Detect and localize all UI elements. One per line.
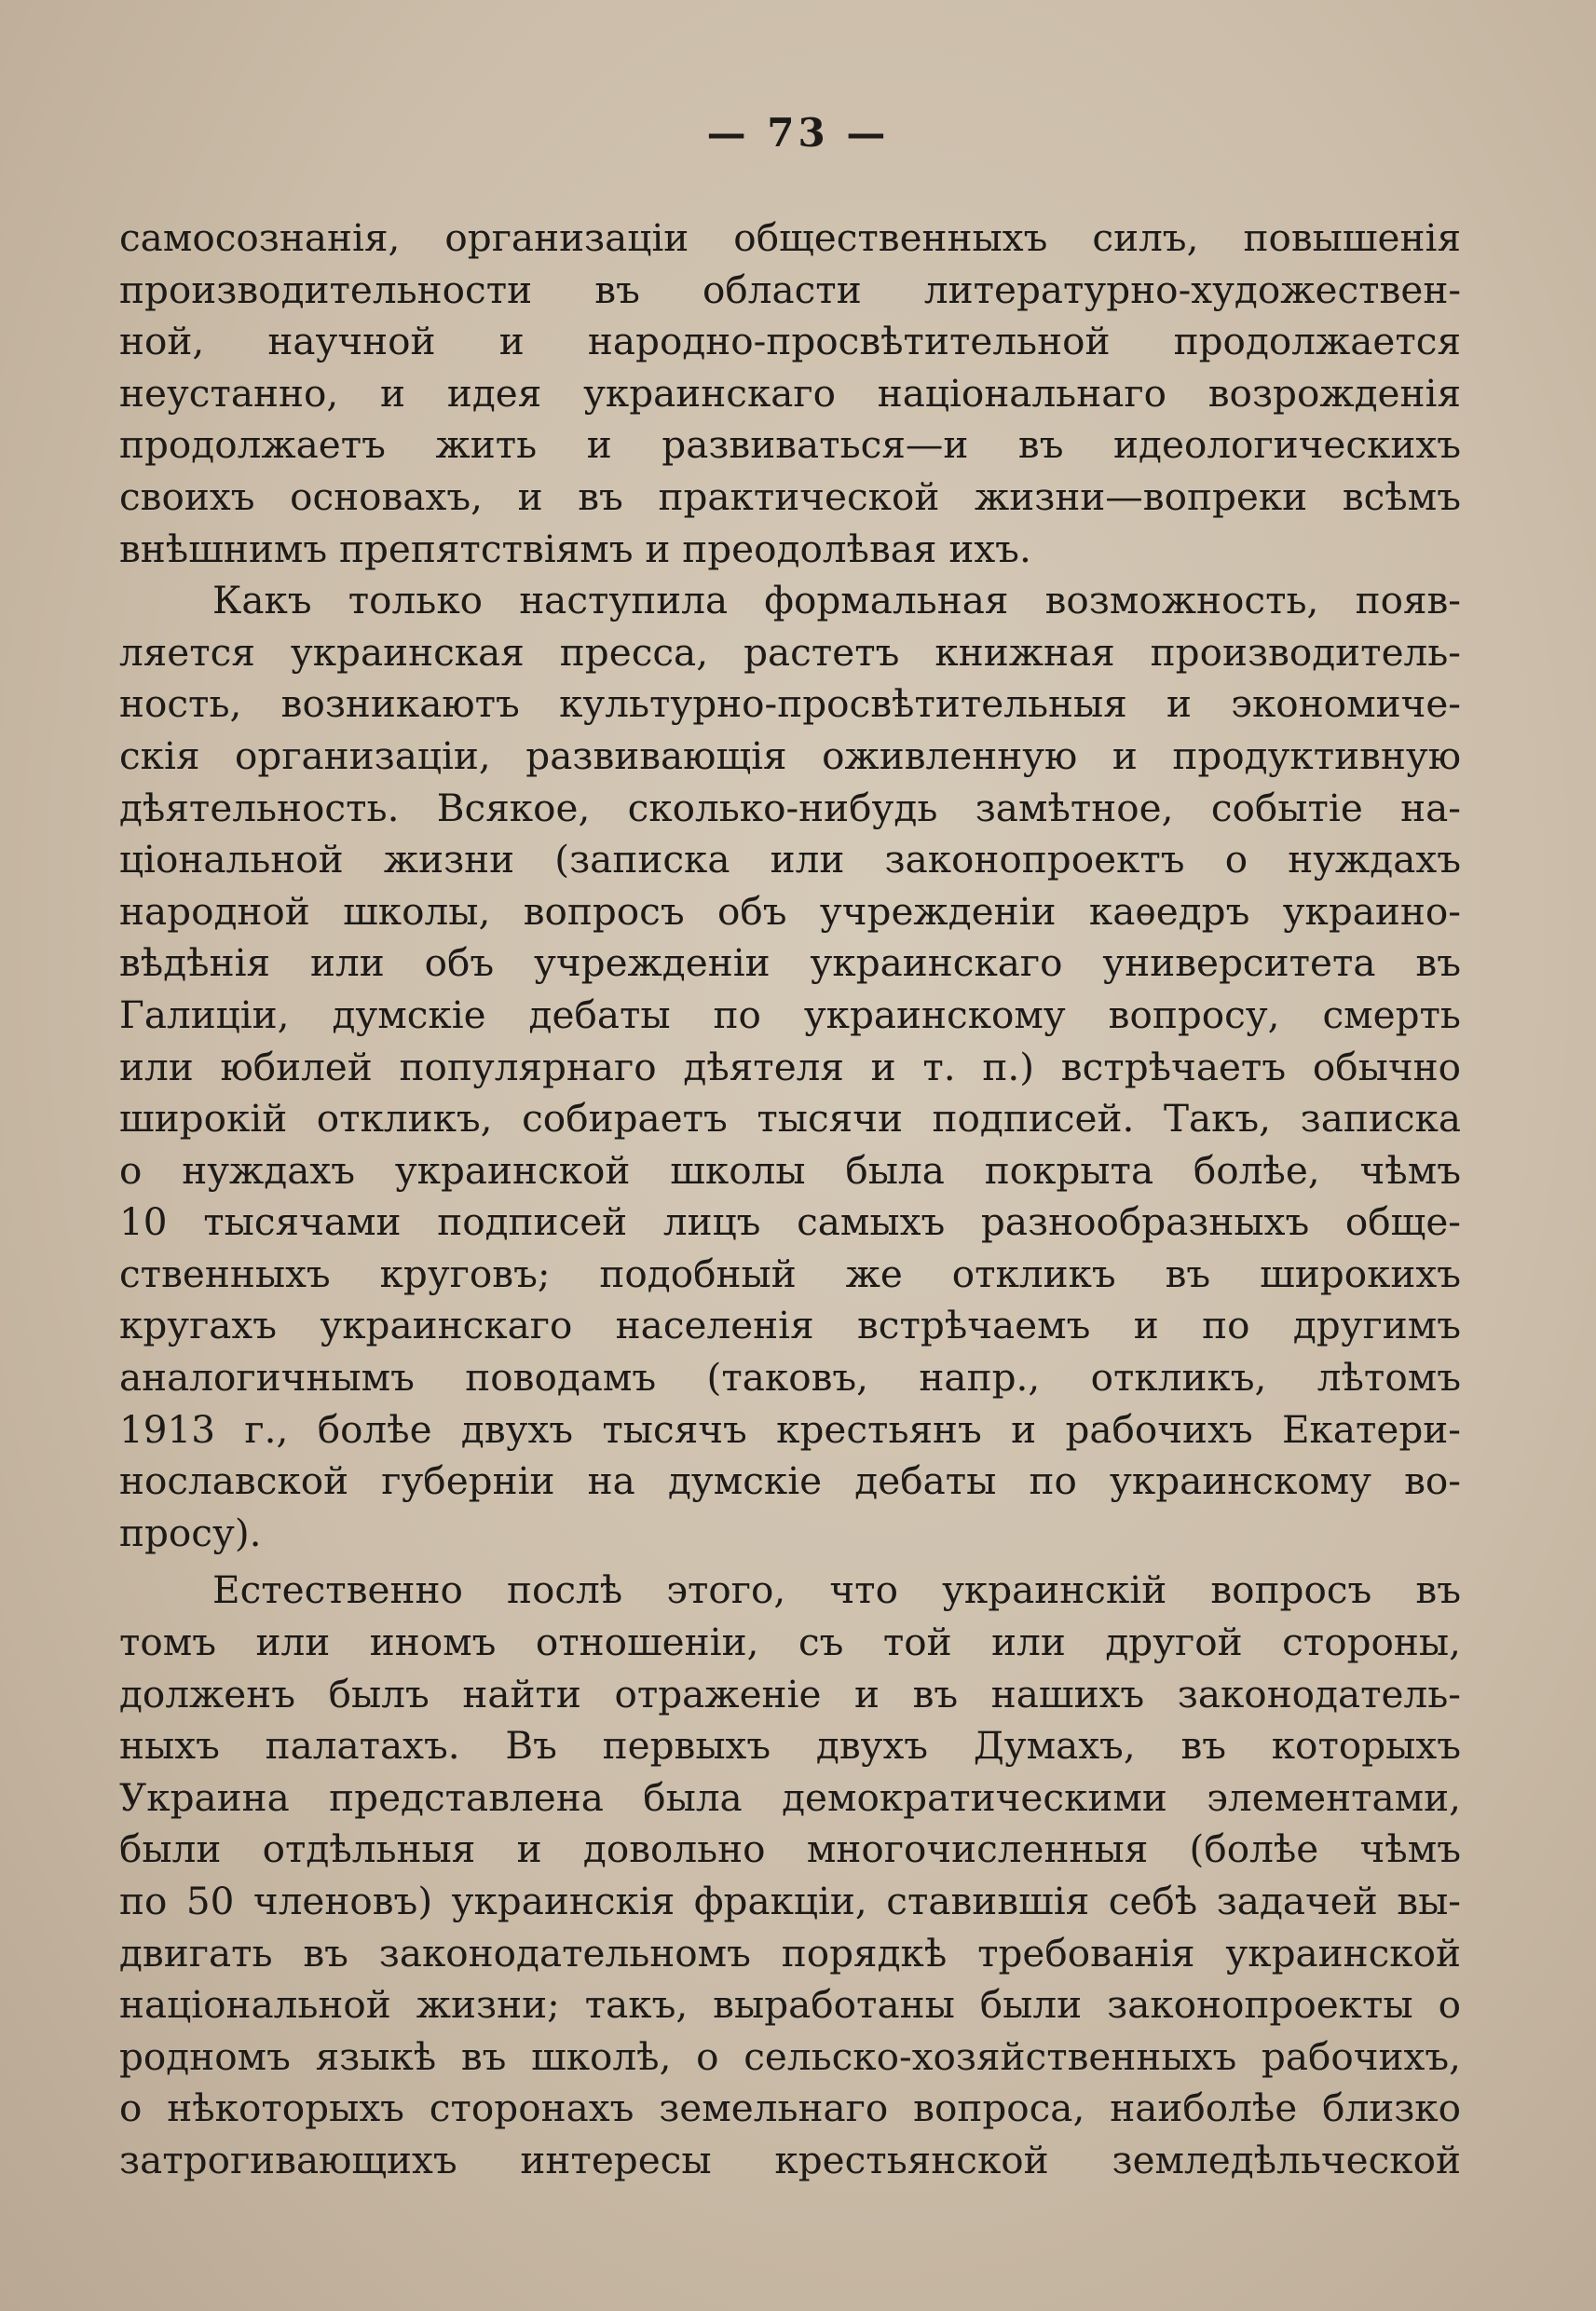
text-line: ной, научной и народно-просвѣтительной продолжается (119, 319, 1461, 364)
paragraph-2 (119, 575, 1461, 1559)
text-line: вѣдѣнія или объ учрежденіи украинскаго университета въ (119, 940, 1461, 986)
text-line: самосознанія, организаціи общественныхъ силъ, повышенія (119, 215, 1461, 260)
page-number: — 73 — (706, 110, 890, 156)
text-line: 10 тысячами подписей лицъ самыхъ разнообразныхъ обще- (119, 1199, 1461, 1245)
text-line: продолжаетъ жить и развиваться—и въ идеологическихъ (119, 422, 1461, 468)
paragraph-1 (119, 212, 1461, 575)
text-line: производительности въ области литературно-художествен- (119, 267, 1461, 312)
body-text (119, 212, 1461, 2187)
text-line: скія организаціи, развивающія оживленную и продуктивную (119, 732, 1461, 778)
text-line: кругахъ украинскаго населенія встрѣчаемъ и по другимъ (119, 1303, 1461, 1348)
text-line: Естественно послѣ этого, что украинскій вопросъ въ (212, 1567, 1461, 1613)
text-line: своихъ основахъ, и въ практической жизни—вопреки всѣмъ (119, 473, 1461, 519)
text-line: широкій откликъ, собираетъ тысячи подписей. Такъ, записка (119, 1096, 1461, 1142)
text-line: просу). (119, 1510, 262, 1555)
text-line: по 50 членовъ) украинскія фракціи, ставившія себѣ задачей вы- (119, 1879, 1461, 1923)
text-line: о нѣкоторыхъ сторонахъ земельнаго вопроса, наиболѣе близко (119, 2085, 1461, 2131)
text-line: томъ или иномъ отношеніи, съ той или другой стороны, (119, 1620, 1461, 1665)
text-line: о нуждахъ украинской школы была покрыта болѣе, чѣмъ (119, 1147, 1461, 1193)
text-line: національной жизни; такъ, выработаны были законопроекты о (119, 1982, 1461, 2028)
text-line: были отдѣльныя и довольно многочисленныя (болѣе чѣмъ (119, 1826, 1461, 1872)
text-line: Украина представлена была демократическими элементами, (119, 1774, 1461, 1820)
text-line: 1913 г., болѣе двухъ тысячъ крестьянъ и рабочихъ Екатери- (119, 1406, 1461, 1452)
text-line: ственныхъ круговъ; подобный же откликъ въ широкихъ (119, 1251, 1461, 1296)
text-line: затрогивающихъ интересы крестьянской земледѣльческой (119, 2137, 1461, 2182)
text-line: аналогичнымъ поводамъ (таковъ, напр., откликъ, лѣтомъ (119, 1355, 1461, 1401)
text-line: или юбилей популярнаго дѣятеля и т. п.) встрѣчаетъ обычно (119, 1044, 1461, 1089)
text-line: Галиціи, думскіе дебаты по украинскому вопросу, смерть (119, 991, 1461, 1037)
text-line: дѣятельность. Всякое, сколько-нибудь замѣтное, событіе на- (119, 785, 1461, 830)
text-line: нославской губерніи на думскіе дебаты по украинскому во- (119, 1458, 1461, 1504)
text-line: родномъ языкѣ въ школѣ, о сельско-хозяйственныхъ рабочихъ, (119, 2033, 1461, 2079)
paragraph-3 (119, 1565, 1461, 2186)
text-line: долженъ былъ найти отраженіе и въ нашихъ законодатель- (119, 1671, 1461, 1716)
text-line: ныхъ палатахъ. Въ первыхъ двухъ Думахъ, въ которыхъ (119, 1723, 1461, 1769)
text-line: двигать въ законодательномъ порядкѣ требованія украинской (119, 1930, 1461, 1976)
text-line: ціональной жизни (записка или законопроектъ о нуждахъ (119, 837, 1461, 882)
text-line: народной школы, вопросъ объ учрежденіи каѳедръ украино- (119, 888, 1461, 934)
text-line: внѣшнимъ препятствіямъ и преодолѣвая ихъ. (119, 526, 1031, 571)
text-line: Какъ только наступила формальная возможность, появ- (212, 578, 1461, 623)
text-line: ляется украинская пресса, растетъ книжная производитель- (119, 629, 1461, 675)
text-line: неустанно, и идея украинскаго національнаго возрожденія (119, 370, 1461, 416)
text-line: ность, возникаютъ культурно-просвѣтительныя и экономиче- (119, 681, 1461, 727)
